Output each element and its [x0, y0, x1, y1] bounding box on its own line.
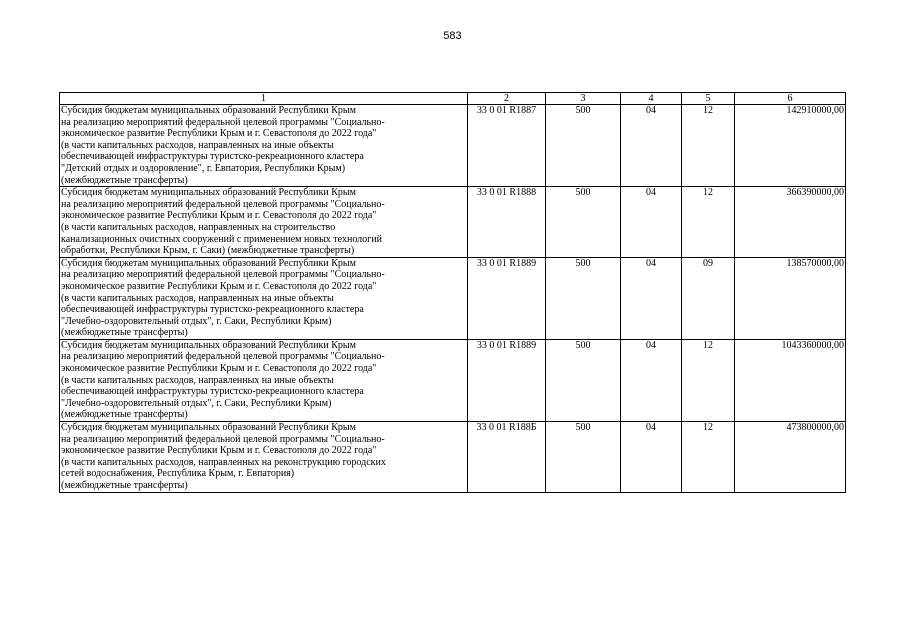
column-header-2: 2 — [468, 93, 546, 105]
row-description: Субсидия бюджетам муниципальных образований Республики Крым на реализацию мероприятий федеральной целевой программы "Социально- экономическое развитие Республики Крым и г. Севастополя до 2022 года" (в части капитальных расходов, направленных на иные объекты обеспечивающей инфраструктуры туристско-рекреационного кластера "Детский отдых и оздоровление", г. Евпатория, Республики Крым) (межбюджетные трансферты) — [60, 105, 468, 187]
row-expense-type: 500 — [546, 105, 621, 187]
row-target-article-code: 33 0 01 R1889 — [468, 339, 546, 421]
row-expense-type: 500 — [546, 422, 621, 493]
row-subsection: 12 — [682, 187, 735, 258]
column-header-1: 1 — [60, 93, 468, 105]
column-header-3: 3 — [546, 93, 621, 105]
row-amount: 142910000,00 — [735, 105, 846, 187]
table-row — [60, 257, 846, 339]
column-header-5: 5 — [682, 93, 735, 105]
table-row — [60, 187, 846, 258]
budget-table — [59, 92, 846, 493]
table-row — [60, 105, 846, 187]
row-expense-type: 500 — [546, 339, 621, 421]
row-amount: 366390000,00 — [735, 187, 846, 258]
row-subsection: 09 — [682, 257, 735, 339]
row-expense-type: 500 — [546, 187, 621, 258]
row-target-article-code: 33 0 01 R1888 — [468, 187, 546, 258]
row-amount: 473800000,00 — [735, 422, 846, 493]
table-row — [60, 339, 846, 421]
row-description: Субсидия бюджетам муниципальных образований Республики Крым на реализацию мероприятий федеральной целевой программы "Социально- экономическое развитие Республики Крым и г. Севастополя до 2022 года" (в части капитальных расходов, направленных на иные объекты обеспечивающей инфраструктуры туристско-рекреационного кластера "Лечебно-оздоровительный отдых", г. Саки, Республики Крым) (межбюджетные трансферты) — [60, 339, 468, 421]
row-section: 04 — [621, 187, 682, 258]
row-subsection: 12 — [682, 105, 735, 187]
row-subsection: 12 — [682, 422, 735, 493]
table-row — [60, 422, 846, 493]
row-section: 04 — [621, 339, 682, 421]
row-target-article-code: 33 0 01 R1889 — [468, 257, 546, 339]
column-header-6: 6 — [735, 93, 846, 105]
row-section: 04 — [621, 422, 682, 493]
row-amount: 138570000,00 — [735, 257, 846, 339]
row-section: 04 — [621, 105, 682, 187]
row-description: Субсидия бюджетам муниципальных образований Республики Крым на реализацию мероприятий федеральной целевой программы "Социально- экономическое развитие Республики Крым и г. Севастополя до 2022 года" (в части капитальных расходов, направленных на строительство канализационных очистных сооружений с применением новых технологий обработки, Республики Крым, г. Саки) (межбюджетные трансферты) — [60, 187, 468, 258]
row-section: 04 — [621, 257, 682, 339]
row-description: Субсидия бюджетам муниципальных образований Республики Крым на реализацию мероприятий федеральной целевой программы "Социально- экономическое развитие Республики Крым и г. Севастополя до 2022 года" (в части капитальных расходов, направленных на реконструкцию городских сетей водоснабжения, Республика Крым, г. Евпатория) (межбюджетные трансферты) — [60, 422, 468, 493]
row-subsection: 12 — [682, 339, 735, 421]
row-amount: 1043360000,00 — [735, 339, 846, 421]
column-header-4: 4 — [621, 93, 682, 105]
table-header-row — [60, 93, 846, 105]
row-target-article-code: 33 0 01 R188Б — [468, 422, 546, 493]
row-expense-type: 500 — [546, 257, 621, 339]
row-target-article-code: 33 0 01 R1887 — [468, 105, 546, 187]
page-number: 583 — [443, 30, 462, 42]
row-description: Субсидия бюджетам муниципальных образований Республики Крым на реализацию мероприятий федеральной целевой программы "Социально- экономическое развитие Республики Крым и г. Севастополя до 2022 года" (в части капитальных расходов, направленных на иные объекты обеспечивающей инфраструктуры туристско-рекреационного кластера "Лечебно-оздоровительный отдых", г. Саки, Республики Крым) (межбюджетные трансферты) — [60, 257, 468, 339]
